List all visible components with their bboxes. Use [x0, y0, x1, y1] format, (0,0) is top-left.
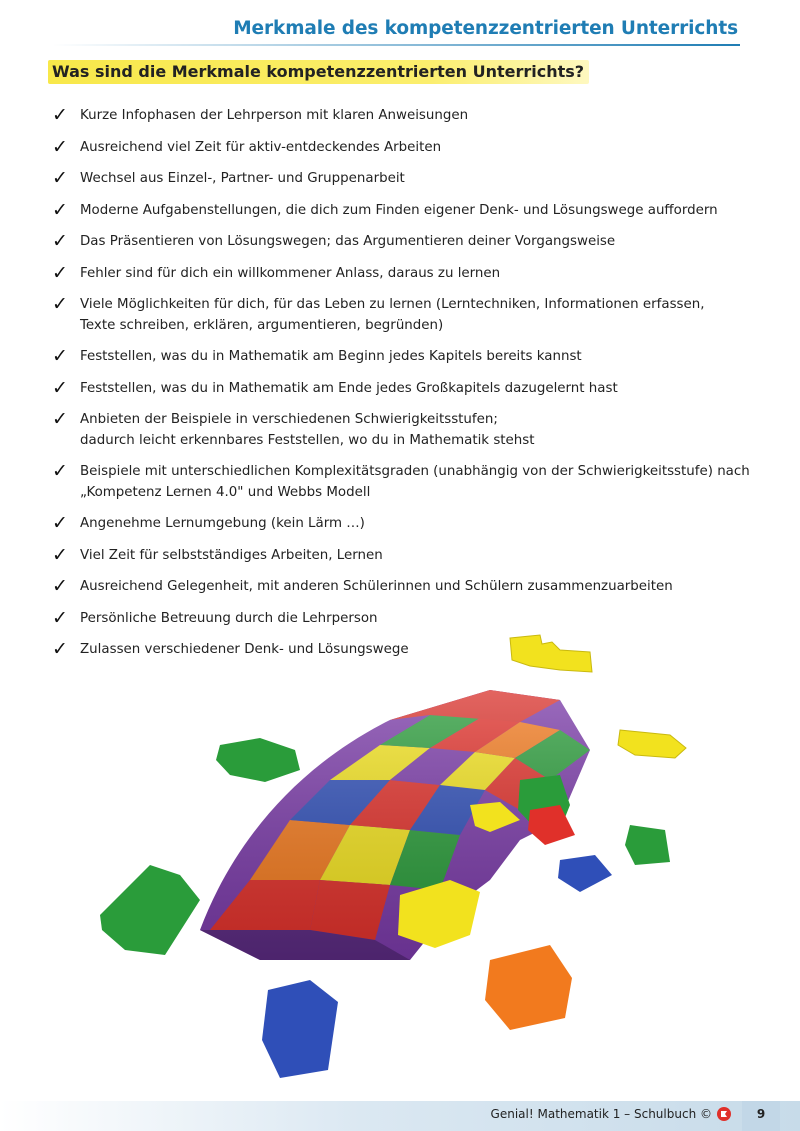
- checklist-item-text: Ausreichend viel Zeit für aktiv-entdeckendes Arbeiten: [80, 139, 442, 155]
- checklist-item-text: Angenehme Lernumgebung (kein Lärm …): [80, 516, 365, 531]
- checklist-item-text: Viel Zeit für selbstständiges Arbeiten, Lernen: [80, 547, 383, 563]
- checklist-item-text: Persönliche Betreuung durch die Lehrperson: [80, 610, 378, 626]
- checklist-item-text: Beispiele mit unterschiedlichen Komplexitätsgraden (unabhängig von der Schwierigkeitsstufe) nach: [80, 464, 750, 479]
- checklist-item-text: Texte schreiben, erklären, argumentieren, begründen): [80, 317, 444, 333]
- checklist-item: [52, 514, 772, 535]
- checklist-item-text: dadurch leicht erkennbares Feststellen, wo du in Mathematik stehst: [80, 432, 535, 448]
- checkmark-icon: ✓: [52, 408, 68, 430]
- checklist-item-text: Feststellen, was du in Mathematik am Beginn jedes Kapitels bereits kannst: [80, 349, 582, 364]
- checkmark-icon: ✓: [52, 512, 68, 534]
- checklist-item: [52, 106, 772, 127]
- checkmark-icon: ✓: [52, 575, 68, 597]
- checklist-item-text: Moderne Aufgabenstellungen, die dich zum Finden eigener Denk- und Lösungswege auffordern: [80, 202, 718, 218]
- checkmark-icon: ✓: [52, 261, 68, 284]
- checklist-item: [52, 462, 772, 503]
- header-rule: [52, 44, 740, 46]
- checklist-item-text: Ausreichend Gelegenheit, mit anderen Schülerinnen und Schülern zusammenzuarbeiten: [80, 579, 673, 594]
- checklist-item: [52, 543, 772, 567]
- puzzle-pieces-illustration: [90, 630, 710, 1090]
- checklist-item-text: Zulassen verschiedener Denk- und Lösungswege: [80, 642, 409, 657]
- section-heading: Was sind die Merkmale kompetenzzentrierten Unterrichts?: [48, 60, 589, 84]
- checklist-item-text: Fehler sind für dich ein willkommener Anlass, daraus zu lernen: [80, 265, 501, 281]
- checkmark-icon: ✓: [52, 167, 68, 189]
- checkmark-icon: ✓: [52, 198, 68, 221]
- footer-book-title: Genial! Mathematik 1 – Schulbuch ©: [490, 1107, 712, 1121]
- checklist-item-text: Wechsel aus Einzel-, Partner- und Gruppenarbeit: [80, 171, 405, 186]
- checkmark-icon: ✓: [52, 543, 68, 566]
- checklist-item: [52, 135, 772, 159]
- checklist-item-text: „Kompetenz Lernen 4.0" und Webbs Modell: [80, 484, 371, 500]
- checkmark-icon: ✓: [52, 104, 68, 126]
- checkmark-icon: ✓: [52, 460, 68, 482]
- checklist-item: [52, 169, 772, 190]
- page-number: 9: [756, 1107, 766, 1121]
- checkmark-icon: ✓: [52, 293, 68, 315]
- checkmark-icon: ✓: [52, 230, 68, 252]
- checklist-item: [52, 347, 772, 368]
- publisher-logo-icon: [716, 1106, 732, 1122]
- checklist-item-text: Feststellen, was du in Mathematik am Ende jedes Großkapitels dazugelernt hast: [80, 380, 618, 396]
- checklist-item: [52, 606, 772, 630]
- page-header-title: Merkmale des kompetenzzentrierten Unterrichts: [233, 18, 738, 39]
- checklist-item: [52, 295, 772, 336]
- checklist-item-text: Das Präsentieren von Lösungswegen; das Argumentieren deiner Vorgangsweise: [80, 234, 616, 249]
- checklist-item: [52, 261, 772, 285]
- checklist-item-text: Anbieten der Beispiele in verschiedenen Schwierigkeitsstufen;: [80, 412, 498, 427]
- checkmark-icon: ✓: [52, 606, 68, 629]
- checkmark-icon: ✓: [52, 638, 68, 660]
- checklist-item-text: Kurze Infophasen der Lehrperson mit klaren Anweisungen: [80, 108, 469, 123]
- checklist-item: [52, 198, 772, 222]
- checkmark-icon: ✓: [52, 376, 68, 399]
- checklist-item: [52, 232, 772, 253]
- checklist-item: [52, 376, 772, 400]
- checkmark-icon: ✓: [52, 345, 68, 367]
- checklist-item: [52, 577, 772, 598]
- feature-checklist: [52, 106, 772, 672]
- checkmark-icon: ✓: [52, 135, 68, 158]
- checklist-item: [52, 410, 772, 451]
- checklist-item-text: Viele Möglichkeiten für dich, für das Leben zu lernen (Lerntechniken, Informationen erfassen,: [80, 297, 705, 312]
